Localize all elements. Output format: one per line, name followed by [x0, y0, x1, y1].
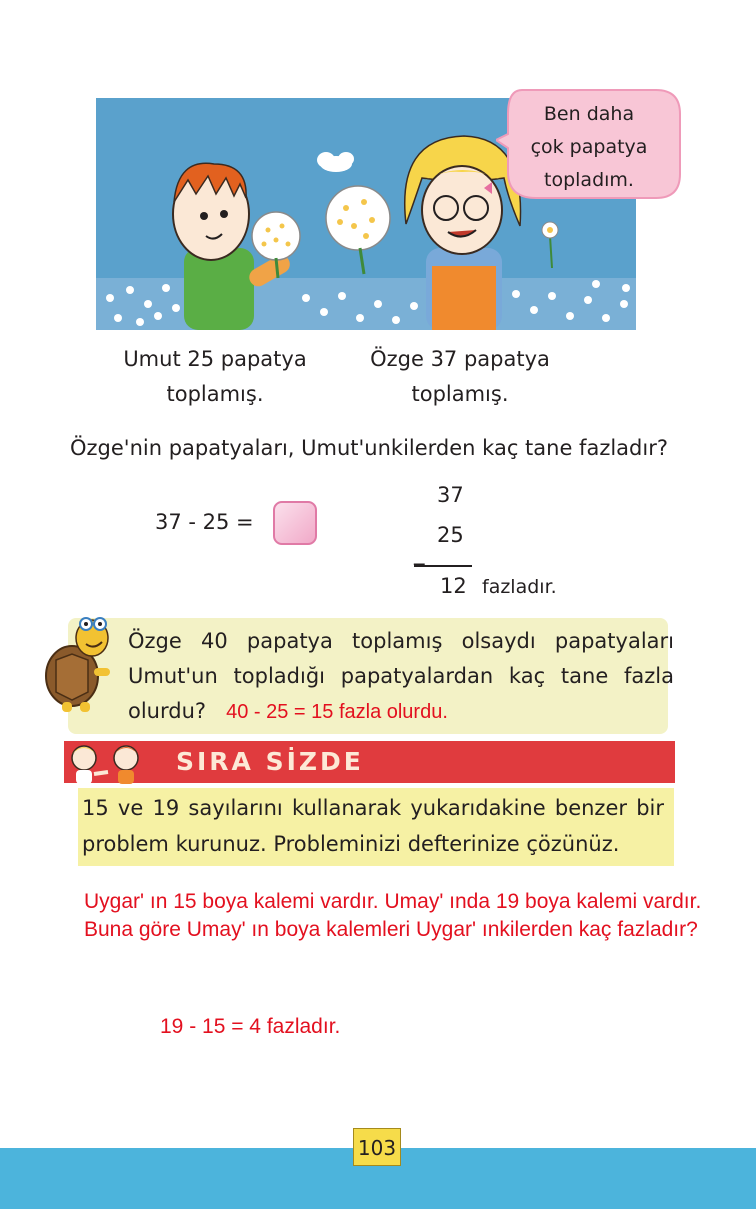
caption-ozge — [345, 342, 575, 412]
subtraction-result: 12 — [440, 574, 467, 598]
question-text: Özge'nin papatyaları, Umut'unkilerden kaç tane fazladır? — [70, 436, 668, 460]
written-solution: 19 - 15 = 4 fazladır. — [160, 1015, 341, 1038]
subtraction-result-label: fazladır. — [482, 576, 557, 598]
minus-sign: _ — [414, 541, 425, 565]
caption-line: Özge 37 papatya — [370, 347, 550, 371]
kids-pointing-icon — [64, 736, 154, 786]
turtle-mascot-icon — [40, 610, 116, 714]
subtraction-line — [414, 565, 472, 567]
speech-bubble-text — [496, 98, 682, 197]
answer-box[interactable] — [273, 501, 317, 545]
turtle-question: Özge 40 papatya toplamış olsaydı papatyaları Umut'un topladığı papatyalardan kaç tane fazla olurdu? — [128, 629, 674, 723]
bubble-line: çok papatya — [530, 136, 648, 158]
caption-line: Umut 25 papatya — [123, 347, 307, 371]
turtle-answer: 40 - 25 = 15 fazla olurdu. — [226, 701, 448, 723]
subtraction-top: 37 — [437, 483, 464, 507]
caption-line: toplamış. — [411, 382, 509, 406]
bubble-line: topladım. — [544, 169, 634, 191]
equation-text: 37 - 25 = — [155, 510, 254, 534]
task-text: 15 ve 19 sayılarını kullanarak yukarıdakine benzer bir problem kurunuz. Probleminizi defterinize çözünüz. — [82, 796, 664, 856]
caption-umut — [100, 342, 330, 412]
sira-sizde-banner — [64, 741, 675, 783]
turtle-question-text — [128, 624, 674, 730]
caption-line: toplamış. — [166, 382, 264, 406]
sira-sizde-title: SIRA SİZDE — [176, 747, 364, 776]
page-number: 103 — [353, 1128, 401, 1166]
bubble-line: Ben daha — [543, 103, 635, 125]
written-problem: Uygar' ın 15 boya kalemi vardır. Umay' ında 19 boya kalemi vardır. Buna göre Umay' ın boya kalemleri Uygar' ınkilerden kaç fazladır? — [84, 890, 702, 941]
subtraction-middle: 25 — [437, 523, 464, 547]
